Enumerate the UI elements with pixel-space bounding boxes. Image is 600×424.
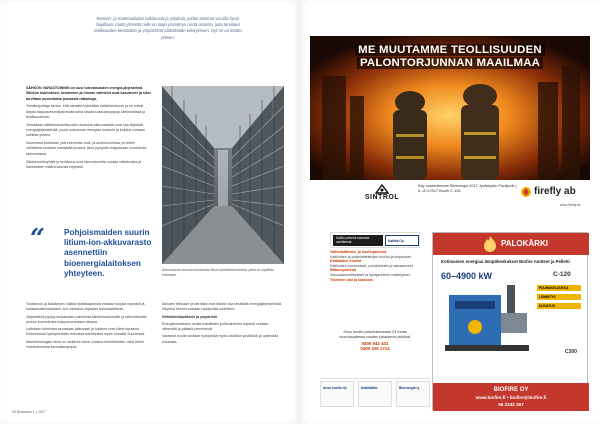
paragraph: Sähköverkkoyhtiöt ja teollisuus ovat kiinnostuneita uusista ratkaisuista ja hankkeiden määrä kasvaa nopeasti. — [26, 159, 142, 169]
service-label: Mittauspalvelut — [330, 268, 357, 273]
firefly-mark-icon — [520, 186, 532, 198]
biofire-power-range: 60–4900 kW — [441, 271, 493, 281]
biofire-header — [433, 233, 589, 255]
partner-logo — [396, 381, 430, 407]
service-label: Vaihtolaitteisto- ja huoltopalvelut — [330, 250, 387, 254]
service-ad-dark-text: Kaikki palvelut samasta osoitteesta — [336, 236, 370, 245]
partner-logos — [320, 378, 430, 410]
biofire-badge-1: PUUHAKELUOKKA — [537, 285, 581, 291]
photo-caption: Akkuvarasto koostuu tuhansista litium-ioniakkukennoista, jotka on sijoitettu telineisiin. — [162, 268, 274, 277]
biofire-phone[interactable]: 06 2332 267 — [498, 402, 524, 407]
pull-quote-text: Pohjoismaiden suurin litium-ion-akkuvarasto asennettiin bioenergialaitoksen yhteyteen. — [64, 228, 152, 278]
flame-icon — [481, 235, 499, 253]
service-description: Savukaasumittaukset ja hyötysuhteen määritykset — [330, 272, 410, 277]
partner-logo — [320, 381, 354, 407]
paragraph: Varaston avulla voidaan hyödyntää myös edullista yösähköä ja optimoida kulutusta. — [162, 334, 279, 344]
service-ad-banner — [330, 232, 420, 248]
service-ad-dark-panel — [333, 235, 383, 246]
sintrol-mark-icon — [375, 184, 389, 194]
paragraph: Tehokkaan säätömahdollisuuden ansiosta akkuvarastot ovat osa älykästä energiajärjestelmää, jossa uusiutuvan energian tuotanto ja kulutus voidaan sovittaa yhteen. — [26, 122, 145, 138]
paragraph: Akkujen elinkaari ja kierrätys ovat tärkeä osa kestävää energiajärjestelmää. Käytetyt kennot voidaan hyödyntää uudelleen. — [162, 302, 282, 312]
sintrol-advertisement[interactable] — [310, 36, 590, 214]
service-description: Kattiloiden ja poltinlaitteistojen huollot ja korjaukset — [330, 254, 411, 259]
quote-mark-icon: “ — [30, 224, 45, 254]
boiler-image — [441, 283, 533, 357]
firefly-url: www.firefly.se — [560, 203, 581, 207]
paragraph: Akkuteknologian hinta on laskenut viime vuosina merkittävästi, mikä tekee investoinneista kannattavampia. — [26, 339, 144, 350]
hotline-box — [338, 330, 412, 352]
biofire-badge-2: LÄMMITYS — [537, 294, 581, 300]
paragraph: Energiavarastojen avulla fossiilisten polttoaineiden käyttöä voidaan vähentää ja päästöt pienenevät. — [162, 321, 269, 332]
biofire-web[interactable]: www.biofire.fi • biofire@biofire.fi — [475, 395, 547, 400]
column-a — [26, 86, 152, 173]
sintrol-brand: SINTROL — [364, 194, 400, 201]
partner-logo-text: Kattilaliitto — [361, 386, 378, 390]
battery-storage-photo — [162, 86, 284, 264]
hotline-phone-2[interactable]: 0400 326 1714 — [360, 346, 390, 352]
paragraph: Laitoksen toimintaa seurataan jatkuvasti ja tulokset ovat olleet lupaavia. Kokemuksia hyödynnetään tulevissa hankkeissa myös muualla Suomessa. — [26, 327, 146, 337]
biofire-advertisement[interactable] — [432, 232, 588, 410]
fire-ad-headline-line2: PALONTORJUNNAN MAAILMAA — [357, 57, 543, 69]
fire-ad-info: Käy osastollamme Bioenergia 2017 Jyväskylän Paviljonki | 6.–8.9.2017 Booth C-128 — [418, 184, 517, 194]
firefly-brand: firefly ab — [534, 186, 576, 197]
biofire-company: BIOFIRE OY — [493, 387, 529, 393]
biofire-subtitle: Kotimainen energiaa lämpökeskukset Biofire tuotteet ja Pelletti — [441, 259, 570, 264]
partner-logo — [358, 381, 392, 407]
photo-credit: Kuva: Yritys — [271, 100, 275, 119]
biofire-model-1: C-120 — [553, 271, 571, 278]
biofire-brand: PALOKÄRKI — [501, 239, 548, 248]
hotline-text: Ahon huolto palveluksessasi 24 tuntia vuorokaudessa vuoden jokaisena päivänä. — [339, 330, 411, 340]
service-advertisement[interactable] — [330, 232, 420, 300]
paragraph: SÄHKÖN VARASTOINNIN on uusi tulevaisuuden energia-järjestelmä. Sähkön kulutuksen, tuotannon ja hinnan vaihtelut ovat kasvaneet ja siksi tarvitaan uudenlaisia joustavia ratkaisuja. — [26, 86, 151, 101]
service-description: Kattiloiden nuohoukset, puhdistukset ja tarkastukset — [330, 263, 413, 268]
fire-ad-footer — [310, 180, 590, 214]
paragraph: Suomessa tuotetaan yhä enemmän tuuli- ja aurinkovoimaa, ja niiden vaihteleva tuotanto edellyttää joustoa. Akut pystyvät reagoimaan muutoksiin sekunneissa. — [26, 141, 147, 156]
service-label: Tekninen tuki ja koulutus — [330, 277, 373, 282]
fire-ad-headline — [310, 44, 590, 69]
partner-logo-text: Bioenergia ry — [399, 386, 420, 390]
fire-ad-headline-line1: ME MUUTAMME TEOLLISUUDEN — [355, 44, 545, 56]
biofire-model-2: C300 — [565, 349, 577, 355]
biofire-badge-3: KUIVATUS — [537, 303, 581, 309]
biofire-footer — [433, 383, 589, 411]
service-list — [330, 250, 420, 282]
hotline-phone-1[interactable]: 0400 542 441 — [361, 340, 389, 346]
service-ad-logo — [385, 235, 419, 246]
page-footer: 40 Biokaasu 1 | 2017 — [12, 410, 46, 414]
paragraph: Hiilidioksidipäästöt ja ympäristö — [162, 314, 218, 319]
intro-text: Kemian- ja materiaalialan tutkimusta ja yrityksiä, joiden toiminta voi olla hyvin hajallaan, mutta yhteistä niille on laaja ymmärrys niistä asioista, joita tarvitaan teollisuuden kestävään ja ympäristöä säästävään kehitykseen. Nyt ne on koottu yhteen. — [94, 16, 242, 40]
paragraph: Tuotannon ja kulutuksen välistä epätasapainoa voidaan korjata nopeasti ja kustannustehokkaasti, kun varastoa ohjataan automaattisesti. — [26, 302, 145, 312]
sintrol-logo — [360, 184, 404, 201]
service-label: Kattilaiden huollot — [330, 259, 362, 264]
partner-logo-text: Ahon huolto Oy — [323, 386, 347, 390]
column-b — [26, 302, 152, 352]
paragraph: Toimitusjohtaja kertoo, että varastot kytketään sähköverkkoon ja ne voivat tarjota taajuusreservipalveluita sekä tasata kulutushuippuja kiinteistöissä ja teollisuudessa. — [26, 104, 146, 119]
service-ad-logo-text: Kattila Oy — [388, 239, 404, 243]
server-racks-image — [162, 86, 284, 264]
biofire-badges — [537, 285, 581, 312]
paragraph: Järjestelmä pystyy tarjoamaan palveluita sähkömarkkinoille ja vähentämään verkon kuormitusta huippukulutuksen aikana. — [26, 314, 147, 324]
column-c — [162, 302, 284, 347]
